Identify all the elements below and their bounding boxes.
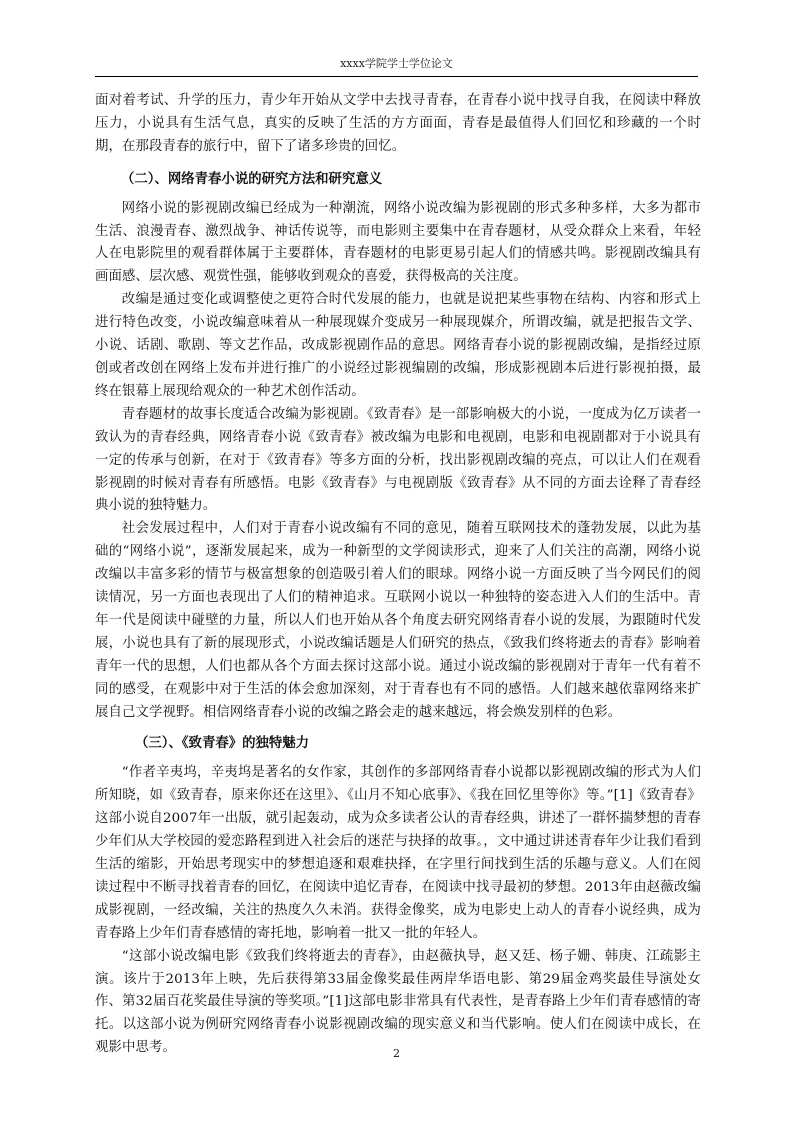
paragraph: 网络小说的影视剧改编已经成为一种潮流，网络小说改编为影视剧的形式多种多样，大多为都市生活、浪漫青春、激烈战争、神话传说等，而电影则主要集中在青春题材，从受众群众上来看，年轻人在电影院里的观看群体属于主要群体，青春题材的电影更易引起人们的情感共鸣。影视剧改编具有画面感、层次感、观赏性强，能够收到观众的喜爱，获得极高的关注度。 <box>95 200 701 285</box>
running-header: xxxx学院学士学位论文 <box>340 57 453 70</box>
section-heading-2: （二）、网络青春小说的研究方法和研究意义 <box>121 171 383 187</box>
paragraph: 青春题材的故事长度适合改编为影视剧。《致青春》是一部影响极大的小说，一度成为亿万读者一致认为的青春经典，网络青春小说《致青春》被改编为电影和电视剧，电影和电视剧都对于小说具有一定的传承与创新，在对于《致青春》等多方面的分析，找出影视剧改编的亮点，可以让人们在观看影视剧的时候对青春有所感悟。电影《致青春》与电视剧版《致青春》从不同的方面去诠释了青春经典小说的独特魅力。 <box>95 406 701 514</box>
page-number: 2 <box>393 1047 400 1060</box>
body-text <box>95 90 701 1060</box>
header-divider <box>95 76 698 77</box>
paragraph: 社会发展过程中，人们对于青春小说改编有不同的意见，随着互联网技术的蓬勃发展，以此为基础的“网络小说”，逐渐发展起来，成为一种新型的文学阅读形式，迎来了人们关注的高潮，网络小说改编以丰富多彩的情节与极富想象的创造吸引着人们的眼球。网络小说一方面反映了当今网民们的阅读情况，另一方面也表现出了人们的精神追求。互联网小说以一种独特的姿态进入人们的生活中。青年一代是阅读中碰壁的力量，所以人们也开始从各个角度去研究网络青春小说的发展，为跟随时代发展，小说也具有了新的展现形式，小说改编话题是人们研究的热点，《致我们终将逝去的青春》影响着青年一代的思想，人们也都从各个方面去探讨这部小说。通过小说改编的影视剧对于青年一代有着不同的感受，在观影中对于生活的体会愈加深刻，对于青春也有不同的感悟。人们越来越依靠网络来扩展自己文学视野。相信网络青春小说的改编之路会走的越来越远，将会焕发别样的色彩。 <box>95 521 701 720</box>
section-heading-3: （三）、《致青春》的独特魅力 <box>135 736 310 752</box>
paragraph: “这部小说改编电影《致我们终将逝去的青春》，由赵薇执导，赵又廷、杨子姗、韩庚、江疏影主演。该片于2013年上映，先后获得第33届金像奖最佳两岸华语电影、第29届金鸡奖最佳导演处女作、第32届百花奖最佳导演的等奖项。”[1]这部电影非常具有代表性，是青春路上少年们青春感情的寄托。以这部小说为例研究网络青春小说影视剧改编的现实意义和当代影响。使人们在阅读中成长，在观影中思考。 <box>95 948 701 1056</box>
paragraph: 改编是通过变化或调整使之更符合时代发展的能力，也就是说把某些事物在结构、内容和形式上进行特色改变，小说改编意味着从一种展现媒介变成另一种展现媒介，所谓改编，就是把报告文学、小说、话剧、歌剧、等文艺作品，改成影视剧作品的意思。网络青春小说的影视剧改编，是指经过原创或者改创在网络上发布并进行推广的小说经过影视编剧的改编，形成影视剧本后进行影视拍摄，最终在银幕上展现给观众的一种艺术创作活动。 <box>95 292 701 399</box>
paragraph: “作者辛夷坞，辛夷坞是著名的女作家，其创作的多部网络青春小说都以影视剧改编的形式为人们所知晓，如《致青春，原来你还在这里》、《山月不知心底事》、《我在回忆里等你》等。”[1]《致青春》这部小说自2007年一出版，就引起轰动，成为众多读者公认的青春经典，讲述了一群怀揣梦想的青春少年们从大学校园的爱恋路程到进入社会后的迷茫与抉择的故事。，文中通过讲述青春年少让我们看到生活的缩影，开始思考现实中的梦想追逐和艰难抉择，在字里行间找到生活的乐趣与意义。人们在阅读过程中不断寻找着青春的回忆，在阅读中追忆青春，在阅读中找寻最初的梦想。2013年由赵薇改编成影视剧，一经改编，关注的热度久久未消。获得金像奖，成为电影史上动人的青春小说经典，成为青春路上少年们青春感情的寄托地，影响着一批又一批的年轻人。 <box>95 765 701 941</box>
paragraph: 面对着考试、升学的压力，青少年开始从文学中去找寻青春，在青春小说中找寻自我，在阅读中释放压力，小说具有生活气息，真实的反映了生活的方方面面，青春是最值得人们回忆和珍藏的一个时期，在那段青春的旅行中，留下了诸多珍贵的回忆。 <box>95 93 701 154</box>
